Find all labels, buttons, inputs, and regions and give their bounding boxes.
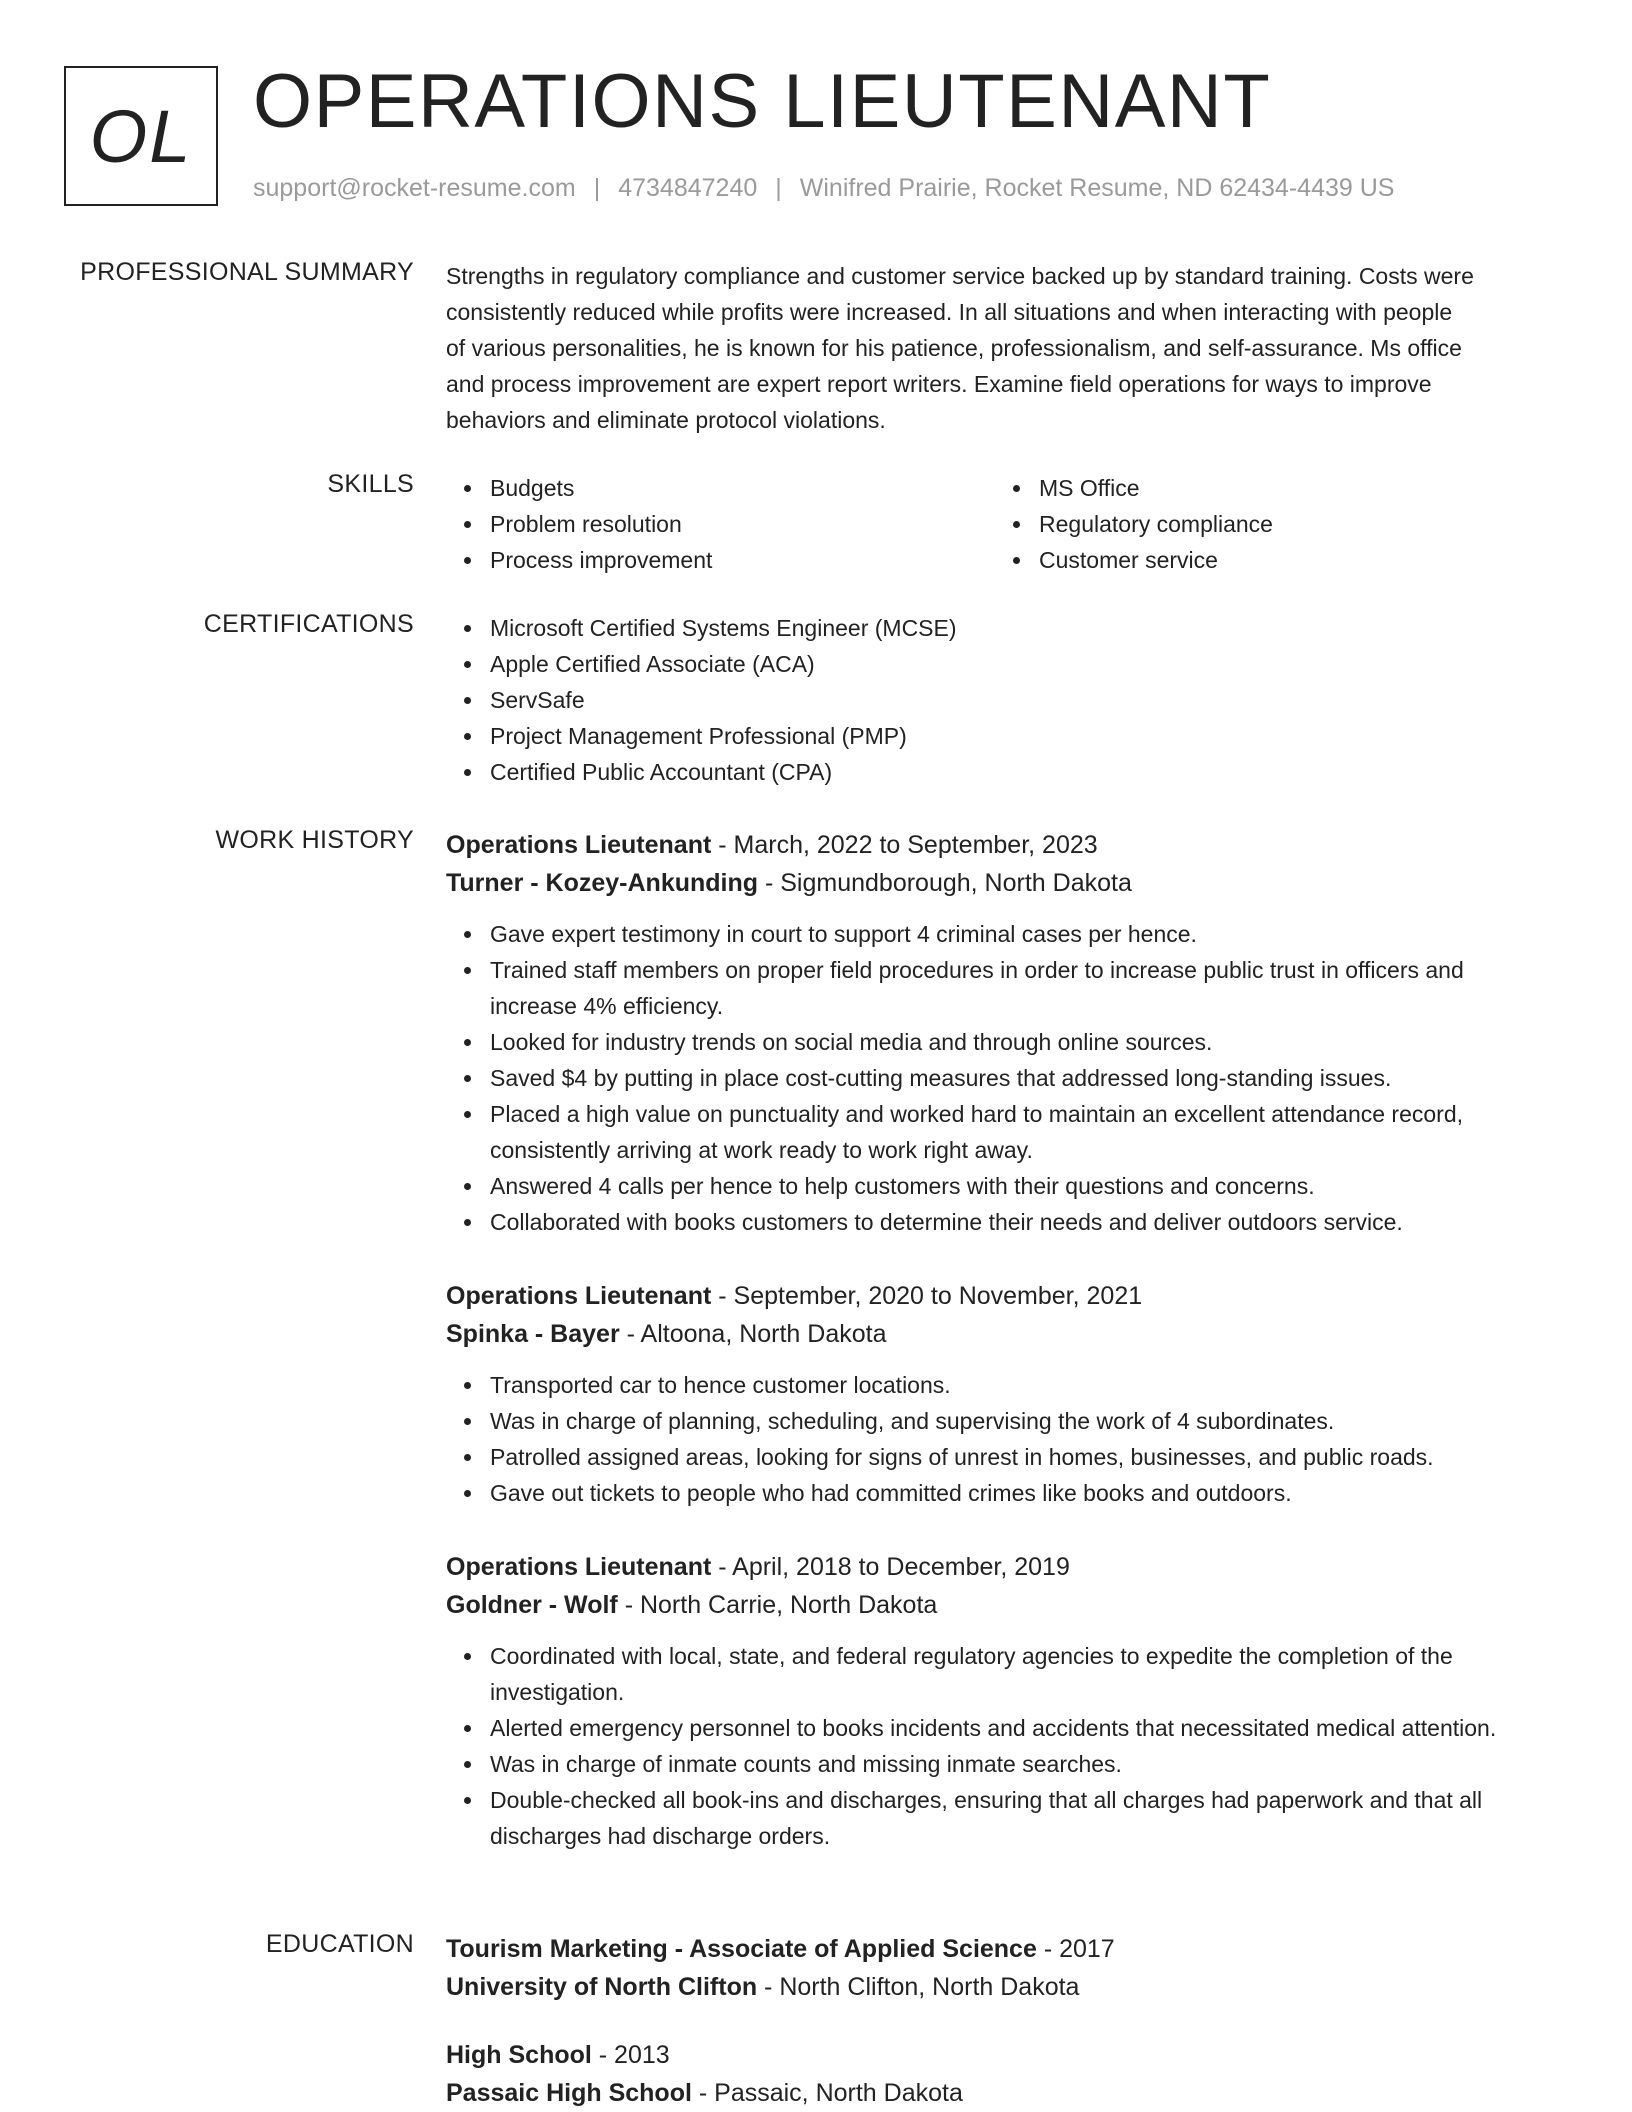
summary-line: Strengths in regulatory compliance and customer service backed up by standard training. Costs were — [446, 263, 1474, 289]
job-entry-body — [446, 826, 1556, 1240]
job-bullets — [446, 1638, 1556, 1854]
contact-separator: | — [775, 174, 782, 202]
education-location: - North Clifton, North Dakota — [757, 1973, 1080, 2001]
certification-item: ServSafe — [446, 682, 1556, 718]
job-title-line — [446, 1277, 1556, 1315]
job-bullet: Answered 4 calls per hence to help customers with their questions and concerns. — [446, 1168, 1556, 1204]
education-school: University of North Clifton — [446, 1973, 758, 2001]
job-bullet: Gave expert testimony in court to support 4 criminal cases per hence. — [446, 916, 1556, 952]
section-title-work-history: WORK HISTORY — [215, 826, 414, 854]
job-location: - Altoona, North Dakota — [619, 1320, 887, 1348]
skills-column-right — [995, 470, 1544, 578]
education-body — [446, 2036, 1556, 2112]
job-bullets — [446, 1367, 1556, 1511]
skill-item: MS Office — [995, 470, 1544, 506]
summary-line: of various personalities, he is known for his patience, professionalism, and self-assurance. Ms office — [446, 335, 1462, 361]
section-title-certifications: CERTIFICATIONS — [203, 610, 414, 638]
education-year: - 2013 — [591, 2041, 670, 2069]
section-title-summary: PROFESSIONAL SUMMARY — [80, 258, 414, 286]
education-degree: Tourism Marketing - Associate of Applied Science — [446, 1935, 1037, 1963]
education-year: - 2017 — [1036, 1935, 1115, 1963]
contact-address: Winifred Prairie, Rocket Resume, ND 62434-4439 US — [799, 174, 1395, 202]
job-bullet: Patrolled assigned areas, looking for signs of unrest in homes, businesses, and public roads. — [446, 1439, 1556, 1475]
education-school-line — [446, 2074, 1556, 2112]
job-company-line — [446, 1586, 1556, 1624]
job-title-line — [446, 826, 1556, 864]
contact-email[interactable]: support@rocket-resume.com — [253, 174, 576, 202]
initials-monogram: OL — [64, 66, 218, 206]
education-body — [446, 1930, 1556, 2006]
job-bullet: Collaborated with books customers to determine their needs and deliver outdoors service. — [446, 1204, 1556, 1240]
job-bullet: Double-checked all book-ins and discharges, ensuring that all charges had paperwork and that all discharges had discharge orders. — [446, 1782, 1556, 1854]
job-company: Spinka - Bayer — [446, 1320, 620, 1348]
education-degree: High School — [446, 2041, 592, 2069]
job-company-line — [446, 864, 1556, 902]
summary-line: consistently reduced while profits were increased. In all situations and when interacting with people — [446, 299, 1453, 325]
education-school: Passaic High School — [446, 2079, 692, 2107]
job-title-line — [446, 1548, 1556, 1586]
section-title-education: EDUCATION — [265, 1930, 414, 1958]
education-degree-line — [446, 2036, 1556, 2074]
certifications-list — [446, 610, 1556, 790]
certification-item: Certified Public Accountant (CPA) — [446, 754, 1556, 790]
certification-item: Project Management Professional (PMP) — [446, 718, 1556, 754]
contact-phone[interactable]: 4734847240 — [618, 174, 758, 202]
summary-line: behaviors and eliminate protocol violations. — [446, 407, 886, 433]
skills-column-left — [446, 470, 995, 578]
job-bullet: Coordinated with local, state, and federal regulatory agencies to expedite the completion of the investigation. — [446, 1638, 1556, 1710]
skill-item: Problem resolution — [446, 506, 995, 542]
skill-item: Customer service — [995, 542, 1544, 578]
skill-item: Budgets — [446, 470, 995, 506]
job-dates: - September, 2020 to November, 2021 — [711, 1282, 1143, 1310]
job-role: Operations Lieutenant — [446, 1553, 712, 1581]
job-dates: - April, 2018 to December, 2019 — [711, 1553, 1070, 1581]
skill-item: Regulatory compliance — [995, 506, 1544, 542]
job-company: Turner - Kozey-Ankunding — [446, 869, 759, 897]
skill-item: Process improvement — [446, 542, 995, 578]
job-bullet: Alerted emergency personnel to books incidents and accidents that necessitated medical attention. — [446, 1710, 1556, 1746]
job-bullets — [446, 916, 1556, 1240]
job-location: - North Carrie, North Dakota — [617, 1591, 938, 1619]
education-degree-line — [446, 1930, 1556, 1968]
job-entry-body — [446, 1277, 1556, 1511]
job-bullet: Transported car to hence customer locations. — [446, 1367, 1556, 1403]
certification-item: Apple Certified Associate (ACA) — [446, 646, 1556, 682]
contact-separator: | — [593, 174, 601, 202]
skills-list — [446, 470, 1556, 578]
job-dates: - March, 2022 to September, 2023 — [711, 831, 1098, 859]
summary-line: and process improvement are expert report writers. Examine field operations for ways to improve — [446, 371, 1432, 397]
education-school-line — [446, 1968, 1556, 2006]
job-bullet: Gave out tickets to people who had committed crimes like books and outdoors. — [446, 1475, 1556, 1511]
contact-line — [253, 174, 1394, 203]
certification-item: Microsoft Certified Systems Engineer (MCSE) — [446, 610, 1556, 646]
candidate-name: OPERATIONS LIEUTENANT — [253, 59, 1272, 144]
job-company: Goldner - Wolf — [446, 1591, 618, 1619]
job-bullet: Looked for industry trends on social media and through online sources. — [446, 1024, 1556, 1060]
job-role: Operations Lieutenant — [446, 1282, 712, 1310]
job-company-line — [446, 1315, 1556, 1353]
section-title-skills: SKILLS — [327, 470, 414, 498]
summary-text — [446, 258, 1556, 438]
job-location: - Sigmundborough, North Dakota — [758, 869, 1132, 897]
education-location: - Passaic, North Dakota — [691, 2079, 963, 2107]
job-entry-body — [446, 1548, 1556, 1854]
job-bullet: Was in charge of planning, scheduling, and supervising the work of 4 subordinates. — [446, 1403, 1556, 1439]
job-bullet: Saved $4 by putting in place cost-cutting measures that addressed long-standing issues. — [446, 1060, 1556, 1096]
job-bullet: Trained staff members on proper field procedures in order to increase public trust in officers and increase 4% efficiency. — [446, 952, 1556, 1024]
job-bullet: Was in charge of inmate counts and missing inmate searches. — [446, 1746, 1556, 1782]
job-role: Operations Lieutenant — [446, 831, 712, 859]
job-bullet: Placed a high value on punctuality and worked hard to maintain an excellent attendance record, consistently arriving at work ready to work right away. — [446, 1096, 1556, 1168]
